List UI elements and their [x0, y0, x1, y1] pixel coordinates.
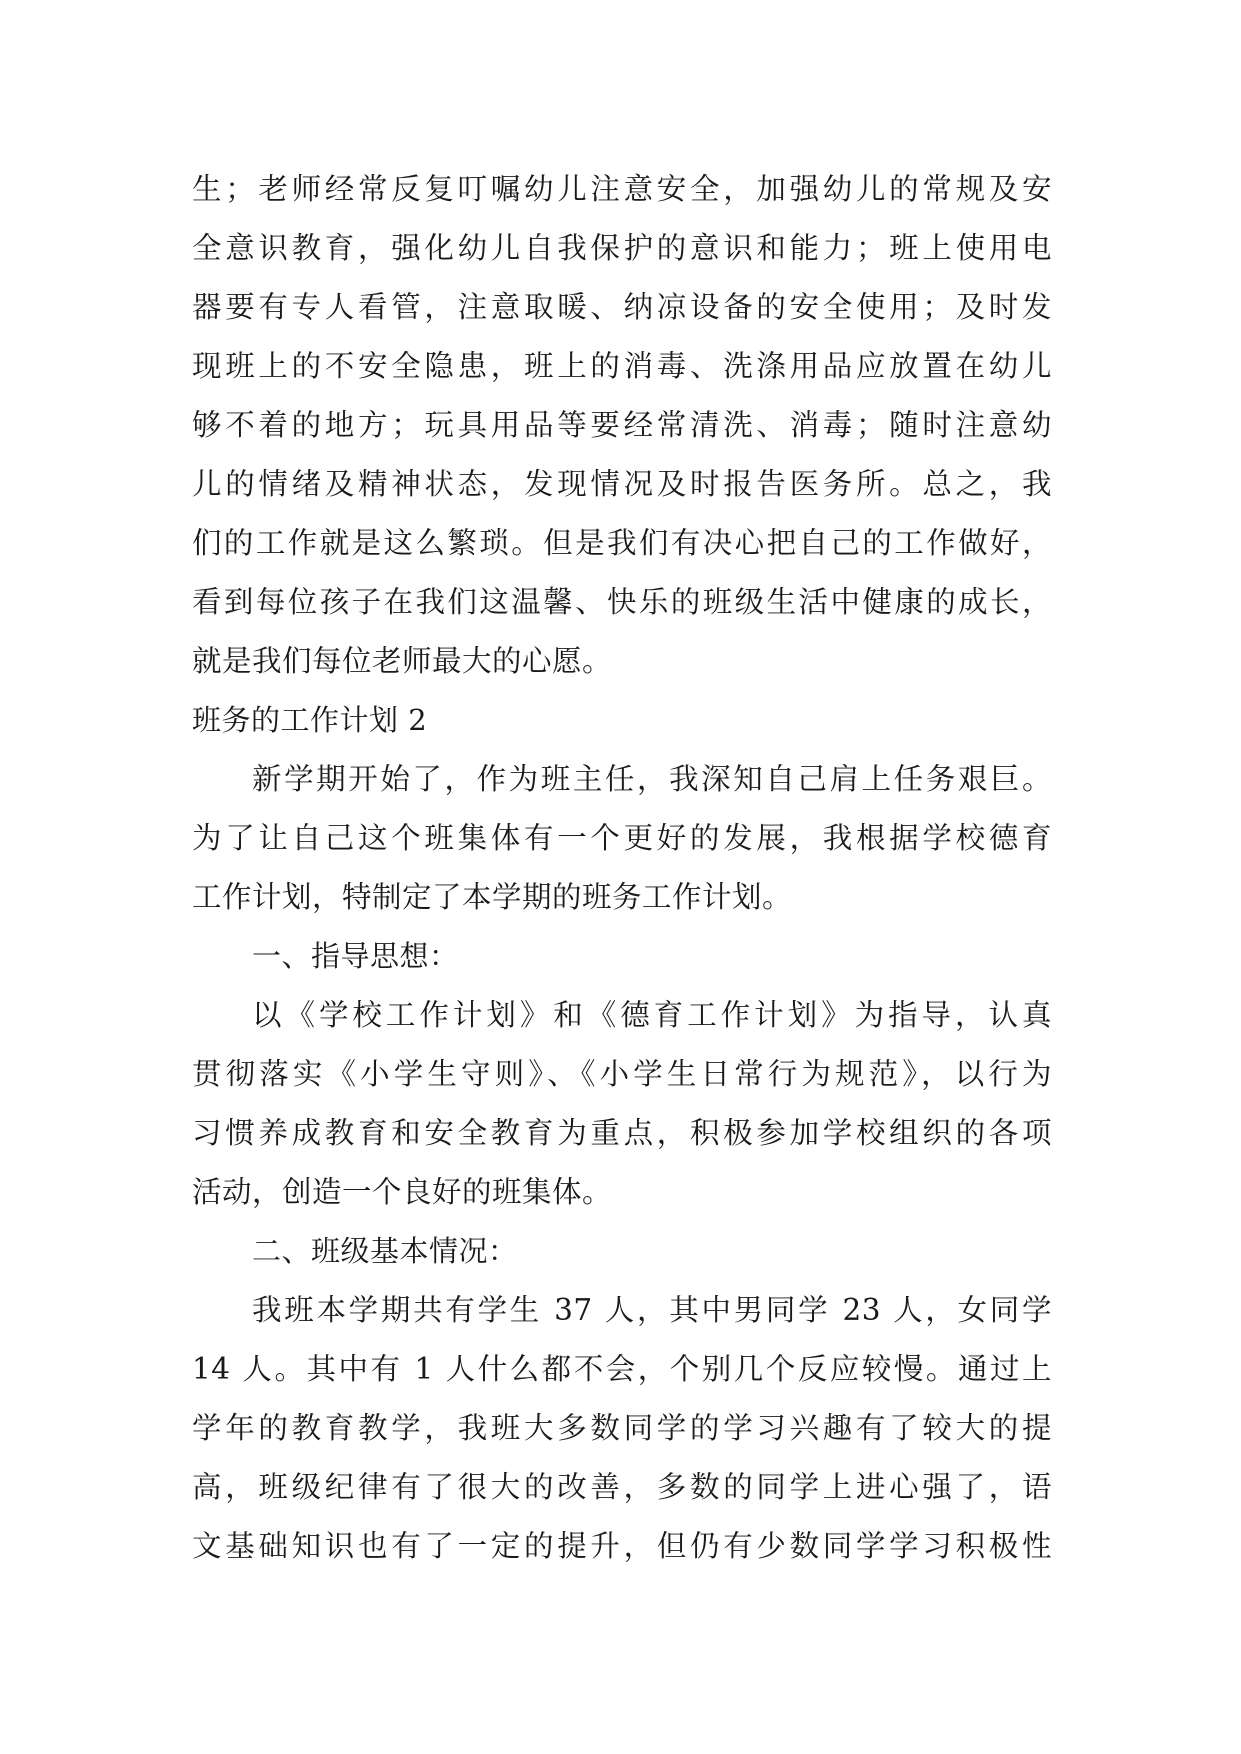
section-title: 班务的工作计划 2 [192, 703, 428, 737]
text-line: 学年的教育教学，我班大多数同学的学习兴趣有了较大的提 [192, 1411, 1052, 1445]
text-line: 14 人。其中有 1 人什么都不会，个别几个反应较慢。通过上 [192, 1352, 1052, 1386]
paragraph-intro [192, 750, 1052, 927]
heading-guiding-thought: 一、指导思想： [252, 939, 459, 973]
text-line: 儿的情绪及精神状态，发现情况及时报告医务所。总之，我 [192, 467, 1052, 501]
text-line: 以《学校工作计划》和《德育工作计划》为指导，认真 [252, 998, 1052, 1032]
text-line: 新学期开始了，作为班主任，我深知自己肩上任务艰巨。 [252, 762, 1052, 796]
text-line: 文基础知识也有了一定的提升，但仍有少数同学学习积极性 [192, 1529, 1052, 1563]
text-line: 全意识教育，强化幼儿自我保护的意识和能力；班上使用电 [192, 231, 1052, 265]
text-line: 们的工作就是这么繁琐。但是我们有决心把自己的工作做好， [192, 526, 1052, 560]
paragraph-guiding-thought [192, 986, 1052, 1222]
text-line: 活动，创造一个良好的班集体。 [192, 1175, 613, 1209]
paragraph-safety [192, 160, 1052, 691]
text-line: 够不着的地方；玩具用品等要经常清洗、消毒；随时注意幼 [192, 408, 1052, 442]
heading-class-situation: 二、班级基本情况： [252, 1234, 518, 1268]
paragraph-class-situation [192, 1281, 1052, 1576]
text-line: 就是我们每位老师最大的心愿。 [192, 644, 613, 678]
document-body [192, 160, 1052, 1576]
text-line: 看到每位孩子在我们这温馨、快乐的班级生活中健康的成长， [192, 585, 1052, 619]
text-line: 工作计划，特制定了本学期的班务工作计划。 [192, 880, 793, 914]
text-line: 习惯养成教育和安全教育为重点，积极参加学校组织的各项 [192, 1116, 1052, 1150]
text-line: 为了让自己这个班集体有一个更好的发展，我根据学校德育 [192, 821, 1052, 855]
text-line: 生；老师经常反复叮嘱幼儿注意安全，加强幼儿的常规及安 [192, 172, 1052, 206]
text-line: 高，班级纪律有了很大的改善，多数的同学上进心强了，语 [192, 1470, 1052, 1504]
text-line: 现班上的不安全隐患，班上的消毒、洗涤用品应放置在幼儿 [192, 349, 1052, 383]
text-line: 我班本学期共有学生 37 人，其中男同学 23 人，女同学 [252, 1293, 1052, 1327]
text-line: 器要有专人看管，注意取暖、纳凉设备的安全使用；及时发 [192, 290, 1052, 324]
text-line: 贯彻落实《小学生守则》、《小学生日常行为规范》，以行为 [192, 1057, 1052, 1091]
